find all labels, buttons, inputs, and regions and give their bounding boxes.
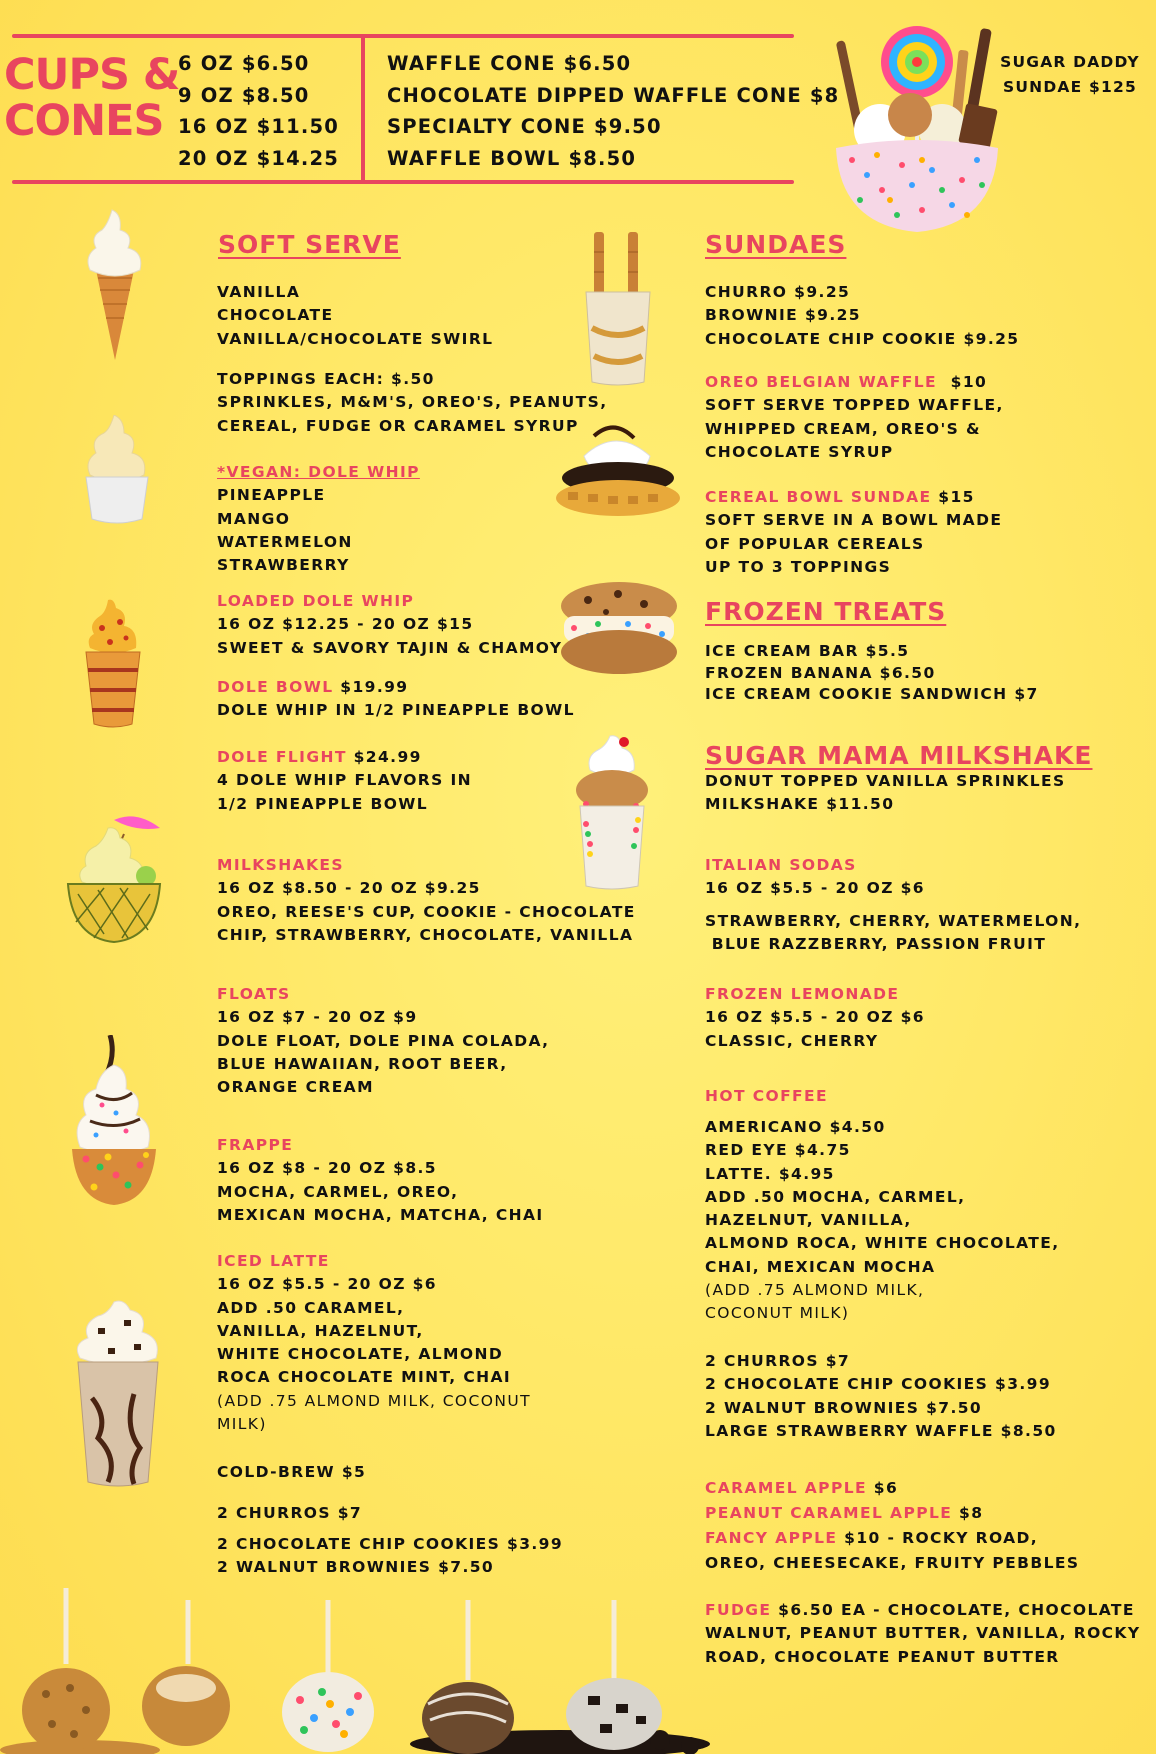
sugar-mama-title: SUGAR MAMA MILKSHAKE xyxy=(705,741,1093,770)
vanilla-cup-image xyxy=(80,415,154,527)
dole-flight-block xyxy=(217,746,472,816)
cones-list xyxy=(387,48,839,174)
frozen-treats-list xyxy=(705,641,1039,706)
menu-item: CHIP, STRAWBERRY, CHOCOLATE, VANILLA xyxy=(217,925,634,944)
vegan-dole-whip-title: *VEGAN: DOLE WHIP xyxy=(217,463,420,481)
fudge-price: $6.50 EA - CHOCOLATE, CHOCOLATE xyxy=(771,1601,1135,1619)
menu-item: DOLE WHIP IN 1/2 PINEAPPLE BOWL xyxy=(217,701,575,720)
menu-item: PINEAPPLE xyxy=(217,486,326,505)
menu-item: STRAWBERRY, CHERRY, WATERMELON, xyxy=(705,912,1082,930)
menu-note: (ADD .75 ALMOND MILK, xyxy=(705,1281,925,1300)
menu-item: OF POPULAR CEREALS xyxy=(705,534,925,553)
fancy-apple-title: FANCY APPLE xyxy=(705,1529,838,1547)
menu-item: SOFT SERVE TOPPED WAFFLE, xyxy=(705,396,1004,415)
dole-flight-price: $24.99 xyxy=(346,748,422,766)
header-bottom-rule xyxy=(12,180,794,184)
menu-item: CLASSIC, CHERRY xyxy=(705,1031,879,1050)
dole-bowl-block xyxy=(217,676,575,723)
cookies-brownies-block xyxy=(217,1533,563,1580)
menu-item: WATERMELON xyxy=(217,532,353,551)
sundaes-list xyxy=(705,281,1020,351)
loaded-dole-whip-block xyxy=(217,590,562,660)
menu-item: HAZELNUT, VANILLA, xyxy=(705,1211,912,1230)
caramel-apple-title: CARAMEL APPLE xyxy=(705,1479,867,1497)
fudge-title: FUDGE xyxy=(705,1601,772,1619)
menu-item: ADD .50 CARAMEL, xyxy=(217,1298,405,1317)
cereal-bowl-title: CEREAL BOWL SUNDAE xyxy=(705,488,932,506)
frozen-lemonade-title: FROZEN LEMONADE xyxy=(705,985,900,1003)
menu-item: 1/2 PINEAPPLE BOWL xyxy=(217,794,429,813)
menu-item: WHIPPED CREAM, OREO'S & xyxy=(705,419,981,438)
menu-item: MOCHA, CARMEL, OREO, xyxy=(217,1182,459,1201)
cone-item: WAFFLE BOWL $8.50 xyxy=(387,146,637,170)
italian-sodas-block xyxy=(705,854,925,901)
menu-item: VANILLA xyxy=(217,283,301,301)
floats-block xyxy=(217,983,549,1099)
loaded-dole-whip-image xyxy=(80,598,146,730)
fancy-apple-price: $10 - ROCKY ROAD, xyxy=(837,1529,1039,1547)
menu-note: (ADD .75 ALMOND MILK, COCONUT xyxy=(217,1391,531,1410)
menu-item: LATTE. $4.95 xyxy=(705,1164,835,1183)
float-cone-image xyxy=(66,1035,162,1207)
sugar-daddy-sundae-label: SUGAR DADDY SUNDAE $125 xyxy=(1000,53,1140,96)
cone-item: CHOCOLATE DIPPED WAFFLE CONE $8 xyxy=(387,83,840,107)
cereal-bowl-price: $15 xyxy=(931,488,975,506)
cup-size-item: 20 OZ $14.25 xyxy=(178,146,340,170)
peanut-caramel-apple-price: $8 xyxy=(952,1504,984,1522)
menu-item: STRAWBERRY xyxy=(217,556,350,575)
hot-coffee-title: HOT COFFEE xyxy=(705,1087,829,1105)
oreo-waffle-title: OREO BELGIAN WAFFLE xyxy=(705,373,938,391)
apples-block xyxy=(705,1476,1079,1576)
menu-item: CHURRO $9.25 xyxy=(705,283,851,301)
peanut-caramel-apple-title: PEANUT CARAMEL APPLE xyxy=(705,1504,953,1522)
menu-item: 16 OZ $5.5 - 20 OZ $6 xyxy=(705,879,925,898)
hot-coffee-block xyxy=(705,1116,1060,1326)
cups-cones-title: CUPS & CONES xyxy=(4,50,180,146)
fudge-block xyxy=(705,1599,1140,1669)
dole-flight-title: DOLE FLIGHT xyxy=(217,748,347,766)
sugar-mama-block xyxy=(705,770,1066,817)
menu-note: COCONUT MILK) xyxy=(705,1304,850,1323)
sugar-daddy-sundae-image xyxy=(822,20,1012,242)
iced-latte-image xyxy=(68,1298,168,1490)
frappe-block xyxy=(217,1134,544,1227)
menu-item: 2 CHOCOLATE CHIP COOKIES $3.99 xyxy=(705,1375,1052,1394)
iced-latte-block xyxy=(217,1250,531,1436)
cup-size-item: 9 OZ $8.50 xyxy=(178,83,310,107)
menu-item: CHOCOLATE xyxy=(217,306,334,325)
caramel-apples-image xyxy=(0,1584,720,1754)
menu-item: 16 OZ $8.50 - 20 OZ $9.25 xyxy=(217,879,481,898)
dole-bowl-price: $19.99 xyxy=(333,678,409,696)
italian-sodas-flavors xyxy=(705,910,1081,957)
cereal-bowl-block xyxy=(705,486,1002,579)
menu-item: VANILLA/CHOCOLATE SWIRL xyxy=(217,329,494,348)
menu-item: CHOCOLATE CHIP COOKIE $9.25 xyxy=(705,329,1020,348)
toppings-block xyxy=(217,368,607,438)
menu-item: AMERICANO $4.50 xyxy=(705,1118,886,1136)
menu-item: BLUE RAZZBERRY, PASSION FRUIT xyxy=(705,935,1047,954)
oreo-waffle-price: $10 xyxy=(937,373,988,391)
menu-item: WHITE CHOCOLATE, ALMOND xyxy=(217,1345,504,1364)
menu-item: DOLE FLOAT, DOLE PINA COLADA, xyxy=(217,1031,550,1050)
menu-item: 16 OZ $5.5 - 20 OZ $6 xyxy=(705,1008,925,1027)
toppings-list: CEREAL, FUDGE OR CARAMEL SYRUP xyxy=(217,416,579,435)
milkshakes-title: MILKSHAKES xyxy=(217,856,344,874)
menu-item: ALMOND ROCA, WHITE CHOCOLATE, xyxy=(705,1234,1060,1253)
menu-item: ROAD, CHOCOLATE PEANUT BUTTER xyxy=(705,1647,1060,1666)
menu-item: CHOCOLATE SYRUP xyxy=(705,442,894,461)
menu-item: SOFT SERVE IN A BOWL MADE xyxy=(705,511,1003,530)
cup-sizes-list xyxy=(178,48,339,174)
soft-serve-flavors xyxy=(217,281,493,351)
iced-latte-title: ICED LATTE xyxy=(217,1252,330,1270)
menu-item: 16 OZ $7 - 20 OZ $9 xyxy=(217,1008,418,1027)
menu-item: ADD .50 MOCHA, CARMEL, xyxy=(705,1187,966,1206)
menu-item: DONUT TOPPED VANILLA SPRINKLES xyxy=(705,772,1066,790)
churro-sundae-image xyxy=(580,232,656,386)
menu-item: 16 OZ $8 - 20 OZ $8.5 xyxy=(217,1159,437,1178)
menu-item: 2 WALNUT BROWNIES $7.50 xyxy=(705,1398,983,1417)
frozen-treats-title: FROZEN TREATS xyxy=(705,597,947,626)
menu-item: ROCA CHOCOLATE MINT, CHAI xyxy=(217,1368,512,1387)
caramel-apple-price: $6 xyxy=(866,1479,899,1497)
frappe-title: FRAPPE xyxy=(217,1136,294,1154)
menu-item: 16 OZ $12.25 - 20 OZ $15 xyxy=(217,615,474,634)
churros-item: 2 CHURROS $7 xyxy=(217,1504,363,1522)
menu-item: MANGO xyxy=(217,509,291,528)
header-top-rule xyxy=(12,34,794,38)
soft-serve-title: SOFT SERVE xyxy=(218,230,401,259)
oreo-waffle-block xyxy=(705,371,1004,464)
milkshakes-block xyxy=(217,854,636,947)
right-extras-block xyxy=(705,1350,1057,1443)
menu-item: OREO, CHEESECAKE, FRUITY PEBBLES xyxy=(705,1554,1080,1572)
menu-item: VANILLA, HAZELNUT, xyxy=(217,1321,424,1340)
cold-brew-item: COLD-BREW $5 xyxy=(217,1463,367,1481)
menu-item: LARGE STRAWBERRY WAFFLE $8.50 xyxy=(705,1421,1057,1440)
menu-item: RED EYE $4.75 xyxy=(705,1141,851,1160)
menu-item: MILKSHAKE $11.50 xyxy=(705,795,895,814)
menu-note: MILK) xyxy=(217,1415,267,1434)
menu-item: FROZEN BANANA $6.50 xyxy=(705,663,936,682)
vanilla-cone-image xyxy=(80,208,150,364)
toppings-list: SPRINKLES, M&M'S, OREO'S, PEANUTS, xyxy=(217,393,608,412)
menu-item: BROWNIE $9.25 xyxy=(705,306,861,325)
menu-item: BLUE HAWAIIAN, ROOT BEER, xyxy=(217,1054,508,1073)
menu-item: 4 DOLE WHIP FLAVORS IN xyxy=(217,771,473,790)
menu-item: ICE CREAM BAR $5.5 xyxy=(705,642,910,660)
cup-size-item: 6 OZ $6.50 xyxy=(178,52,310,75)
menu-item: 2 CHOCOLATE CHIP COOKIES $3.99 xyxy=(217,1535,564,1553)
menu-item: 16 OZ $5.5 - 20 OZ $6 xyxy=(217,1275,437,1294)
italian-sodas-title: ITALIAN SODAS xyxy=(705,856,857,874)
loaded-dole-whip-title: LOADED DOLE WHIP xyxy=(217,592,415,610)
cup-size-item: 16 OZ $11.50 xyxy=(178,115,340,138)
menu-item: 2 CHURROS $7 xyxy=(705,1352,851,1370)
ice-cream-cookie-sandwich-image xyxy=(558,580,680,676)
toppings-price: TOPPINGS EACH: $.50 xyxy=(217,370,435,388)
menu-item: WALNUT, PEANUT BUTTER, VANILLA, ROCKY xyxy=(705,1624,1141,1643)
menu-item: SWEET & SAVORY TAJIN & CHAMOY xyxy=(217,638,563,657)
menu-item: ORANGE CREAM xyxy=(217,1078,374,1097)
cone-item: WAFFLE CONE $6.50 xyxy=(387,52,632,75)
menu-item: 2 WALNUT BROWNIES $7.50 xyxy=(217,1558,495,1577)
menu-item: OREO, REESE'S CUP, COOKIE - CHOCOLATE xyxy=(217,902,636,921)
vegan-dole-whip-block xyxy=(217,461,420,577)
menu-item: ICE CREAM COOKIE SANDWICH $7 xyxy=(705,685,1039,703)
menu-item: UP TO 3 TOPPINGS xyxy=(705,557,892,576)
sundaes-title: SUNDAES xyxy=(705,230,847,259)
menu-item: CHAI, MEXICAN MOCHA xyxy=(705,1257,936,1276)
dole-pineapple-image xyxy=(64,810,164,946)
menu-item: MEXICAN MOCHA, MATCHA, CHAI xyxy=(217,1205,544,1224)
cone-item: SPECIALTY CONE $9.50 xyxy=(387,115,662,138)
frozen-lemonade-block xyxy=(705,983,925,1053)
dole-bowl-title: DOLE BOWL xyxy=(217,678,334,696)
header-divider xyxy=(361,34,365,184)
floats-title: FLOATS xyxy=(217,985,291,1003)
